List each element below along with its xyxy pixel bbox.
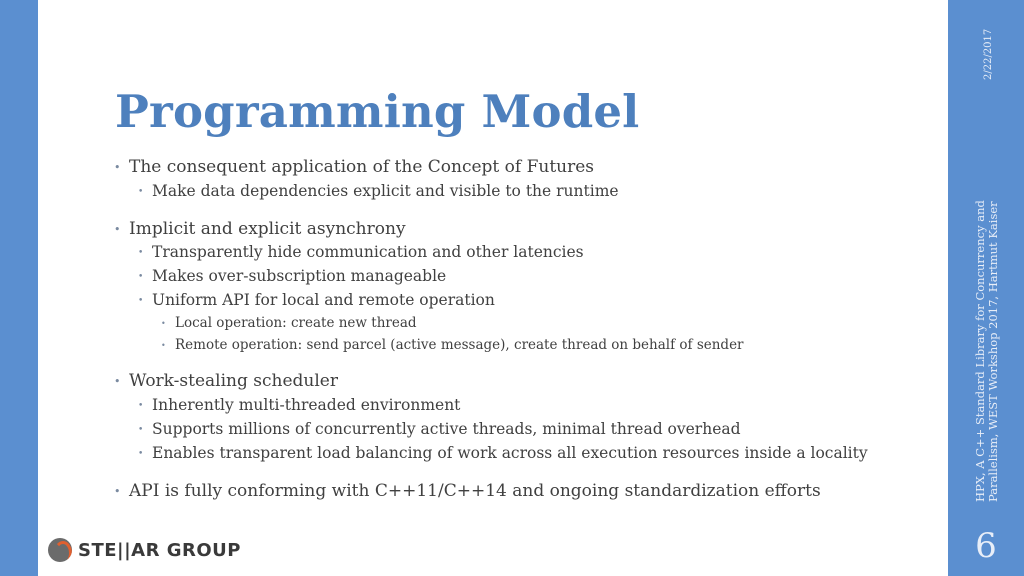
bullet-item: • Makes over-subscription manageable [138, 267, 447, 285]
bullet-dot-icon: • [161, 341, 166, 350]
bullet-dot-icon: • [138, 187, 144, 197]
bullet-dot-icon: • [114, 223, 121, 236]
bullet-dot-icon: • [161, 319, 166, 328]
bullet-item: • Remote operation: send parcel (active message), create thread on behalf of sender [161, 337, 744, 353]
bullet-dot-icon: • [138, 449, 144, 459]
footer-line-1: HPX, A C++ Standard Library for Concurrency and [973, 200, 987, 502]
logo-swirl-icon [48, 538, 72, 562]
bullet-item: • Supports millions of concurrently active threads, minimal thread overhead [138, 420, 741, 438]
bullet-dot-icon: • [138, 401, 144, 411]
footer-line-2: Parallelism, WEST Workshop 2017, Hartmut Kaiser [986, 201, 1000, 502]
bullet-dot-icon: • [114, 485, 121, 498]
bullet-dot-icon: • [138, 272, 144, 282]
slide-date: 2/22/2017 [983, 28, 994, 80]
slide-footer [974, 202, 1000, 502]
bullet-item: • Local operation: create new thread [161, 315, 417, 331]
bullet-dot-icon: • [138, 425, 144, 435]
bullet-item: • Inherently multi-threaded environment [138, 396, 461, 414]
stellar-group-logo [48, 536, 241, 564]
bullet-item: • API is fully conforming with C++11/C++14 and ongoing standardization efforts [114, 481, 821, 501]
bullet-item: • Implicit and explicit asynchrony [114, 219, 406, 239]
bullet-item: • Work-stealing scheduler [114, 371, 338, 391]
bullet-item: • Enables transparent load balancing of work across all execution resources inside a locality [138, 444, 868, 462]
slide-title: Programming Model [115, 85, 640, 138]
bullet-dot-icon: • [114, 375, 121, 388]
logo-text: STE||AR GROUP [78, 539, 241, 561]
bullet-dot-icon: • [138, 296, 144, 306]
bullet-dot-icon: • [114, 161, 121, 174]
bullet-item: • Transparently hide communication and other latencies [138, 243, 584, 261]
bullet-dot-icon: • [138, 248, 144, 258]
bullet-item: • The consequent application of the Concept of Futures [114, 157, 595, 177]
page-number: 6 [975, 526, 997, 566]
bullet-item: • Uniform API for local and remote operation [138, 291, 495, 309]
bullet-item: • Make data dependencies explicit and visible to the runtime [138, 182, 619, 200]
left-accent-bar [0, 0, 38, 576]
